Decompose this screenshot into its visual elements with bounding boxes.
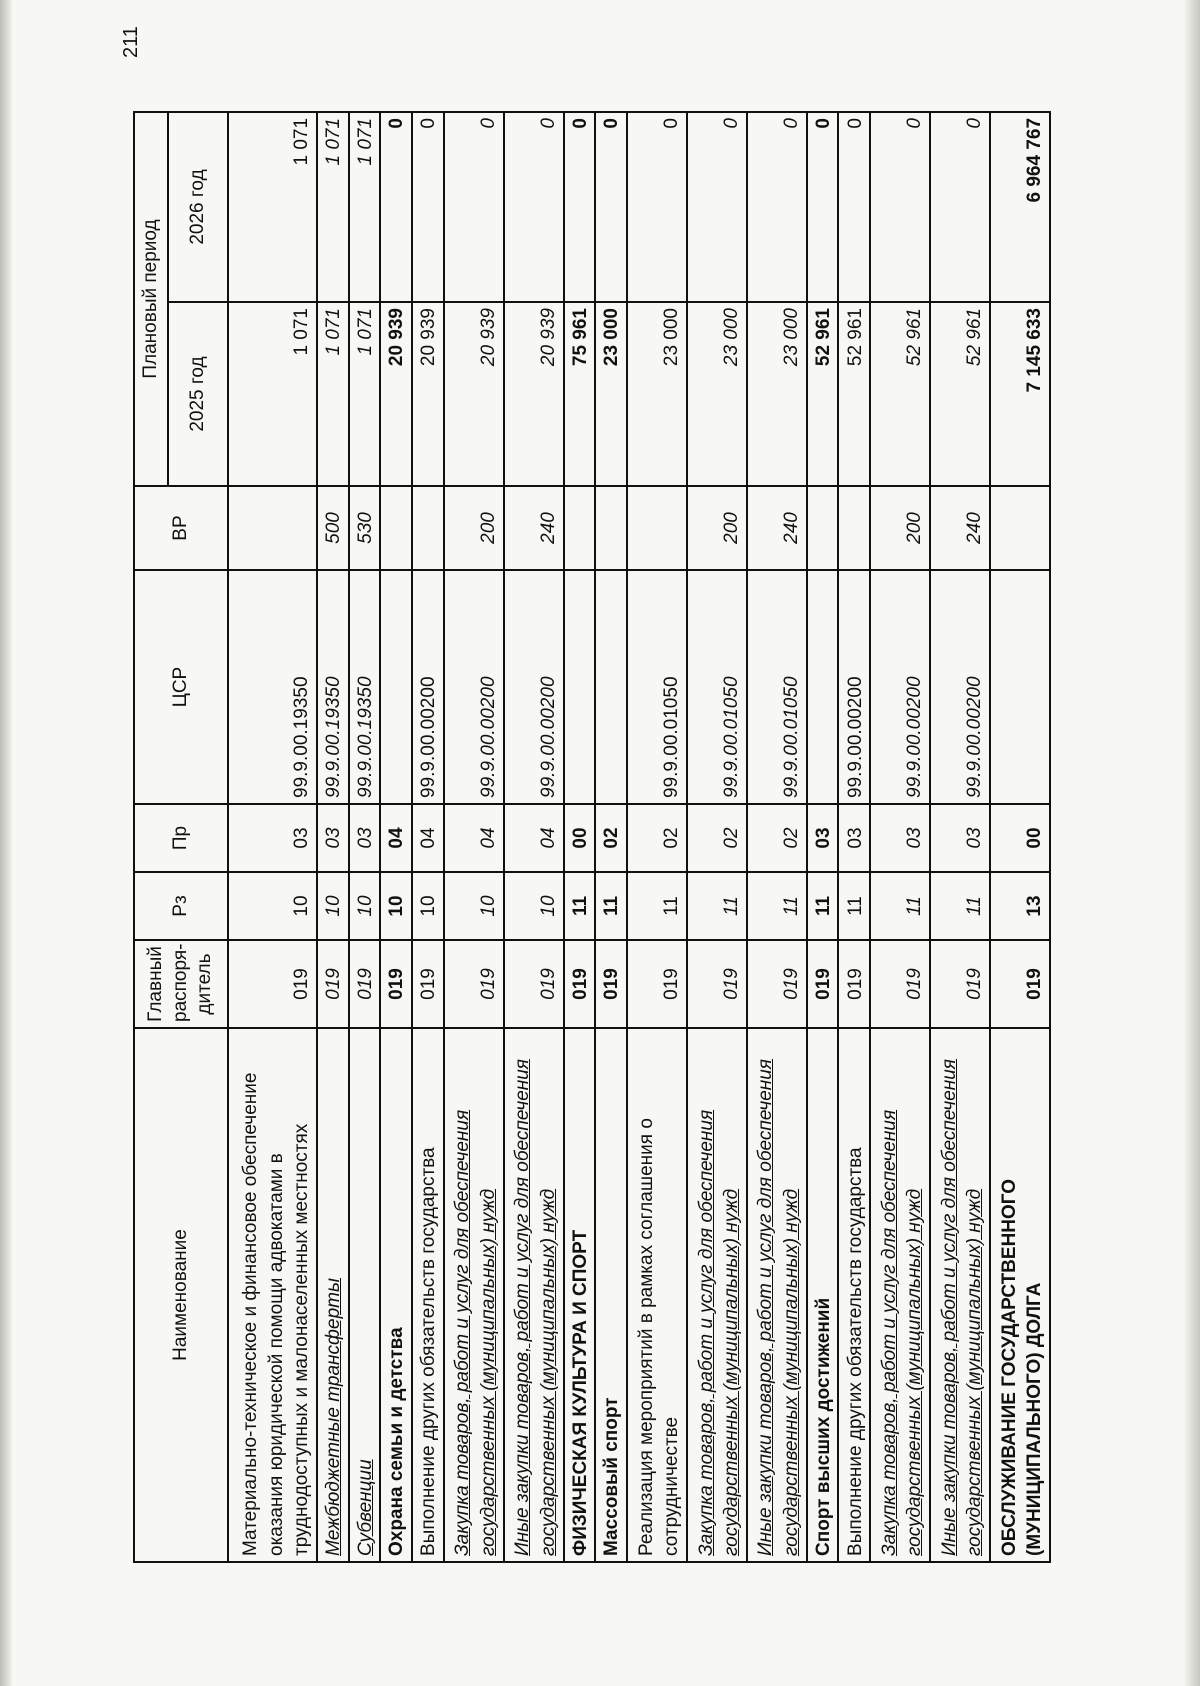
row-pr: 03 [870,804,930,872]
row-name: Выполнение других обязательств государства [838,1028,870,1562]
row-name: Выполнение других обязательств государства [412,1028,444,1562]
row-name: Реализация мероприятий в рамках соглашения о сотрудничестве [627,1028,687,1562]
row-vr [627,486,687,570]
row-vr: 530 [349,486,381,570]
row-csr: 99.9.00.00200 [412,570,444,804]
table-row [627,112,687,1562]
row-csr: 99.9.00.00200 [444,570,504,804]
row-rz: 10 [317,872,349,940]
table-row [317,112,349,1562]
row-name: ОБСЛУЖИВАНИЕ ГОСУДАРСТВЕННОГО (МУНИЦИПАЛЬНОГО) ДОЛГА [990,1028,1050,1562]
row-2026: 0 [595,112,627,302]
budget-table-sheet [133,113,1051,1563]
row-vr: 240 [504,486,564,570]
row-rz: 10 [380,872,412,940]
row-2026: 1 071 [228,112,317,302]
row-2026: 1 071 [349,112,381,302]
row-csr: 99.9.00.19350 [228,570,317,804]
row-pr: 04 [444,804,504,872]
row-2025: 1 071 [317,302,349,486]
row-csr: 99.9.00.00200 [838,570,870,804]
row-2025: 75 961 [564,302,596,486]
row-2026: 6 964 767 [990,112,1050,302]
row-csr: 99.9.00.01050 [627,570,687,804]
row-gr: 019 [349,940,381,1028]
row-vr [380,486,412,570]
row-csr [564,570,596,804]
row-name: Закупка товаров, работ и услуг для обеспечения государственных (муниципальных) нужд [444,1028,504,1562]
row-name: Иные закупки товаров, работ и услуг для обеспечения государственных (муниципальных) нужд [504,1028,564,1562]
row-vr [595,486,627,570]
row-rz: 11 [807,872,839,940]
row-pr: 00 [564,804,596,872]
row-gr: 019 [317,940,349,1028]
table-row [228,112,317,1562]
row-gr: 019 [412,940,444,1028]
row-name: Закупка товаров, работ и услуг для обеспечения государственных (муниципальных) нужд [870,1028,930,1562]
table-row [687,112,747,1562]
row-rz: 11 [930,872,990,940]
row-2026: 0 [747,112,807,302]
row-2025: 20 939 [444,302,504,486]
row-2025: 52 961 [838,302,870,486]
row-rz: 10 [504,872,564,940]
row-gr: 019 [807,940,839,1028]
row-csr [990,570,1050,804]
row-csr: 99.9.00.01050 [747,570,807,804]
row-rz: 10 [349,872,381,940]
row-2025: 7 145 633 [990,302,1050,486]
row-2025: 1 071 [349,302,381,486]
header-name: Наименование [134,1028,228,1562]
row-pr: 04 [380,804,412,872]
row-pr: 04 [412,804,444,872]
page-number-text: 211 [120,26,142,58]
row-vr: 240 [747,486,807,570]
row-name: Иные закупки товаров, работ и услуг для обеспечения государственных (муниципальных) нужд [747,1028,807,1562]
row-csr: 99.9.00.01050 [687,570,747,804]
header-plan-period: Плановый период [134,112,168,486]
row-rz: 11 [595,872,627,940]
row-gr: 019 [930,940,990,1028]
row-vr: 200 [444,486,504,570]
row-rz: 10 [444,872,504,940]
row-csr: 99.9.00.00200 [870,570,930,804]
row-2026: 0 [504,112,564,302]
row-2026: 0 [687,112,747,302]
row-name: Субвенции [349,1028,381,1562]
row-pr: 02 [687,804,747,872]
row-vr [838,486,870,570]
row-gr: 019 [228,940,317,1028]
row-rz: 13 [990,872,1050,940]
row-rz: 11 [838,872,870,940]
header-csr: ЦСР [134,570,228,804]
row-gr: 019 [380,940,412,1028]
row-csr [595,570,627,804]
row-name: Межбюджетные трансферты [317,1028,349,1562]
row-csr [380,570,412,804]
row-pr: 04 [504,804,564,872]
table-row [807,112,839,1562]
row-pr: 02 [627,804,687,872]
row-pr: 03 [838,804,870,872]
row-vr [412,486,444,570]
table-row [412,112,444,1562]
row-2025: 20 939 [504,302,564,486]
table-row [870,112,930,1562]
row-gr: 019 [444,940,504,1028]
row-name: Материально-техническое и финансовое обеспечение оказания юридической помощи адвокатами в труднодоступных и малонаселенных местностях [228,1028,317,1562]
row-gr: 019 [564,940,596,1028]
row-vr [564,486,596,570]
row-rz: 11 [687,872,747,940]
row-rz: 11 [627,872,687,940]
row-pr: 02 [747,804,807,872]
row-2025: 23 000 [747,302,807,486]
row-pr: 02 [595,804,627,872]
row-rz: 10 [412,872,444,940]
row-vr: 240 [930,486,990,570]
row-vr [228,486,317,570]
row-2026: 0 [412,112,444,302]
row-csr: 99.9.00.19350 [349,570,381,804]
row-2025: 1 071 [228,302,317,486]
row-rz: 11 [870,872,930,940]
table-row [349,112,381,1562]
row-2025: 52 961 [930,302,990,486]
header-gr: Главный распоря-дитель [134,940,228,1028]
row-gr: 019 [747,940,807,1028]
row-name: Иные закупки товаров, работ и услуг для обеспечения государственных (муниципальных) нужд [930,1028,990,1562]
row-2026: 0 [838,112,870,302]
row-pr: 03 [349,804,381,872]
row-2025: 20 939 [412,302,444,486]
table-row [564,112,596,1562]
row-2026: 0 [930,112,990,302]
row-csr: 99.9.00.00200 [930,570,990,804]
row-2026: 0 [870,112,930,302]
row-name: ФИЗИЧЕСКАЯ КУЛЬТУРА И СПОРТ [564,1028,596,1562]
row-2026: 1 071 [317,112,349,302]
row-gr: 019 [627,940,687,1028]
row-2025: 23 000 [687,302,747,486]
table-row [380,112,412,1562]
row-gr: 019 [870,940,930,1028]
row-rz: 10 [228,872,317,940]
row-vr [990,486,1050,570]
header-pr: Пр [134,804,228,872]
row-name: Охрана семьи и детства [380,1028,412,1562]
row-2025: 52 961 [807,302,839,486]
table-row [990,112,1050,1562]
scan-edge-right [1184,0,1200,1686]
row-2026: 0 [444,112,504,302]
row-rz: 11 [564,872,596,940]
row-gr: 019 [504,940,564,1028]
row-name: Массовый спорт [595,1028,627,1562]
row-gr: 019 [838,940,870,1028]
table-body [228,112,1050,1562]
row-gr: 019 [990,940,1050,1028]
table-row [444,112,504,1562]
row-vr [807,486,839,570]
row-pr: 03 [807,804,839,872]
row-name: Закупка товаров, работ и услуг для обеспечения государственных (муниципальных) нужд [687,1028,747,1562]
row-csr [807,570,839,804]
row-name: Спорт высших достижений [807,1028,839,1562]
header-rz: Рз [134,872,228,940]
row-vr: 200 [687,486,747,570]
table-row [838,112,870,1562]
table-row [747,112,807,1562]
page-number [120,20,146,58]
row-2025: 20 939 [380,302,412,486]
row-gr: 019 [595,940,627,1028]
row-pr: 00 [990,804,1050,872]
row-2026: 0 [564,112,596,302]
row-csr: 99.9.00.00200 [504,570,564,804]
row-csr: 99.9.00.19350 [317,570,349,804]
table-row [930,112,990,1562]
row-rz: 11 [747,872,807,940]
row-pr: 03 [317,804,349,872]
row-vr: 500 [317,486,349,570]
row-pr: 03 [930,804,990,872]
header-2025: 2025 год [168,302,228,486]
table-row [504,112,564,1562]
row-vr: 200 [870,486,930,570]
row-2025: 52 961 [870,302,930,486]
table-row [595,112,627,1562]
header-2026: 2026 год [168,112,228,302]
row-2026: 0 [807,112,839,302]
row-2025: 23 000 [595,302,627,486]
row-gr: 019 [687,940,747,1028]
scan-edge-left [0,0,12,1686]
row-pr: 03 [228,804,317,872]
header-vr: ВР [134,486,228,570]
budget-table [133,111,1051,1563]
row-2026: 0 [380,112,412,302]
row-2026: 0 [627,112,687,302]
row-2025: 23 000 [627,302,687,486]
